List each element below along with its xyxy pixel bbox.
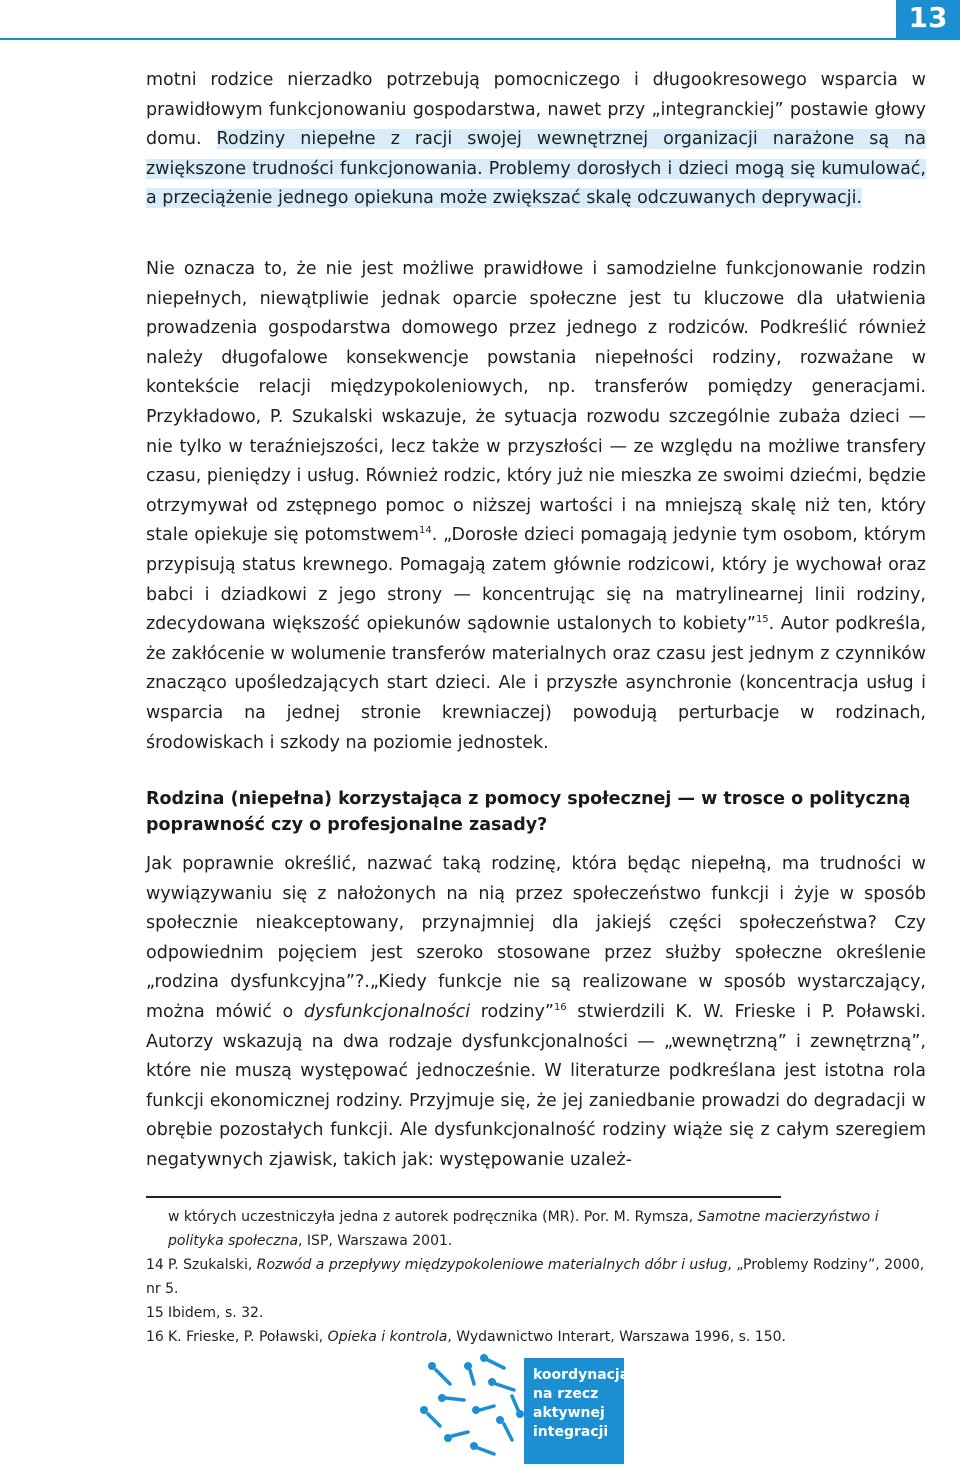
footnote-14 xyxy=(146,1253,936,1301)
paragraph-body-1 xyxy=(146,255,926,758)
logo-line-4: integracji xyxy=(533,1424,609,1440)
footnote-cont-title: Samotne macierzyństwo i polityka społeczna xyxy=(168,1209,879,1249)
para1-text-b: . „Dorosłe dzieci pomagają jedynie tym osobom, którym przypisują status krewnego. Pomagają zatem głównie rodzicowi, który je wychował oraz babci i dziadkowi z jego strony — koncentrując się na matrylinearnej linii rodziny, zdecydowana większość opiekunów sądownie ustalonych to kobiety” xyxy=(146,525,927,635)
footnote-source: , „Problemy Rodziny”, 2000, nr 5. xyxy=(146,1257,925,1297)
footnote-continuation xyxy=(146,1205,936,1253)
logo-line-2: na rzecz xyxy=(533,1386,599,1402)
para1-text-a: Nie oznacza to, że nie jest możliwe prawidłowe i samodzielne funkcjonowanie rodzin niepełnych, niewątpliwie jednak oparcie społeczne jest tu kluczowe dla ułatwienia prowadzenia gospodarstwa domowego przez jednego z rodziców. Podkreślić również należy długofalowe konsekwencje powstania niepełności rodziny, rozważane w kontekście relacji międzypokoleniowych, np. transferów pomiędzy generacjami. Przykładowo, P. Szukalski wskazuje, że sytuacja rozwodu szczególnie zubaża dzieci — nie tylko w teraźniejszości, lecz także w przyszłości — ze względu na możliwe transfery czasu, pieniędzy i usług. Również rodzic, który już nie mieszka ze swoimi dziećmi, będzie otrzymywał od zstępnego pomoc o niższej wartości i na mniejszą skalę niż ten, który stale opiekuje się potomstwem xyxy=(146,259,927,546)
footnote-cont-source: , ISP, Warszawa 2001. xyxy=(298,1233,453,1249)
paragraph-body-2 xyxy=(146,850,926,1176)
highlighted-passage: Rodziny niepełne z racji swojej wewnętrznej organizacji narażone są na zwiększone trudności funkcjonowania. Problemy dorosłych i dzieci mogą się kumulować, a przeciążenie jednego opiekuna może zwiększać skalę odczuwanych deprywacji. xyxy=(146,129,926,209)
page-number: 13 xyxy=(896,0,960,38)
para2-text-a: Jak poprawnie określić, nazwać taką rodzinę, która będąc niepełną, ma trudności w wywiązywaniu się z nałożonych na nią przez społeczeństwo funkcji i żyje w sposób społecznie nieakceptowany, przynajmniej dla jakiejś części społeczeństwa? Czy odpowiednim pojęciem jest szeroko stosowane przez służby społeczne określenie „rodzina dysfunkcyjna”?.„Kiedy funkcje nie są realizowane w sposób wystarczający, można mówić o xyxy=(146,854,926,1022)
section-heading: Rodzina (niepełna) korzystająca z pomocy społecznej — w trosce o polityczną poprawność czy o profesjonalne zasady? xyxy=(146,789,911,835)
header-rule xyxy=(0,38,960,40)
footnote-title: Opieka i kontrola xyxy=(327,1329,448,1345)
para0-text: motni rodzice nierzadko potrzebują pomocniczego i długookresowego wsparcia w prawidłowym funkcjonowaniu gospodarstwa, nawet przy „integranckiej” postawie głowy domu. xyxy=(146,70,926,150)
para2-italic: dysfunkcjonalności xyxy=(303,1001,471,1022)
paragraph-continued xyxy=(146,66,926,214)
logo-line-3: aktywnej xyxy=(533,1405,605,1421)
footnote-title: Rozwód a przepływy międzypokoleniowe materialnych dóbr i usług xyxy=(256,1257,728,1273)
footnote-15 xyxy=(146,1301,936,1325)
footnote-ref-14[interactable]: 14 xyxy=(418,525,432,537)
footnote-author: P. Szukalski, xyxy=(168,1257,257,1273)
footnote-source: , Wydawnictwo Interart, Warszawa 1996, s. 150. xyxy=(447,1329,786,1345)
footnote-cont-text: w których uczestniczyła jedna z autorek podręcznika (MR). Por. M. Rymsza, xyxy=(168,1209,698,1225)
footnotes xyxy=(146,1205,936,1349)
footnote-author: K. Frieske, P. Poławski, xyxy=(168,1329,328,1345)
footnote-divider xyxy=(146,1196,781,1198)
footnote-ref-16[interactable]: 16 xyxy=(553,1002,567,1014)
para2-text-c: stwierdzili K. W. Frieske i P. Poławski. Autorzy wskazują na dwa rodzaje dysfunkcjonalności — „wewnętrzną” i zewnętrzną”, które nie muszą występować jednocześnie. W literaturze podkreślana jest istotna rola funkcji ekonomicznej rodziny. Przyjmuje się, że jej zaniedbanie prowadzi do degradacji w obrębie pozostałych funkcji. Ale dysfunkcjonalność rodziny wiąże się z całym szeregiem negatywnych zjawisk, takich jak: występowanie uzależ- xyxy=(146,1001,927,1170)
footnote-text: Ibidem, s. 32. xyxy=(168,1305,264,1321)
logo-line-1: koordynacja xyxy=(533,1367,630,1383)
footnote-number: 16 xyxy=(146,1329,164,1345)
footnote-number: 14 xyxy=(146,1257,164,1273)
footnote-ref-15[interactable]: 15 xyxy=(755,614,769,626)
para1-text-c: . Autor podkreśla, że zakłócenie w wolumenie transferów materialnych oraz czasu jest jednym z czynników znacząco upośledzających start dzieci. Ale i przyszłe asynchronie (koncentracja usług i wsparcia na jednej stronie krewniaczej) powodują perturbacje w rodzinach, środowiskach i szkody na poziomie jednostek. xyxy=(146,614,927,753)
para2-text-b: rodziny” xyxy=(470,1001,554,1022)
logo-text-box xyxy=(524,1358,630,1464)
footnote-number: 15 xyxy=(146,1305,164,1321)
